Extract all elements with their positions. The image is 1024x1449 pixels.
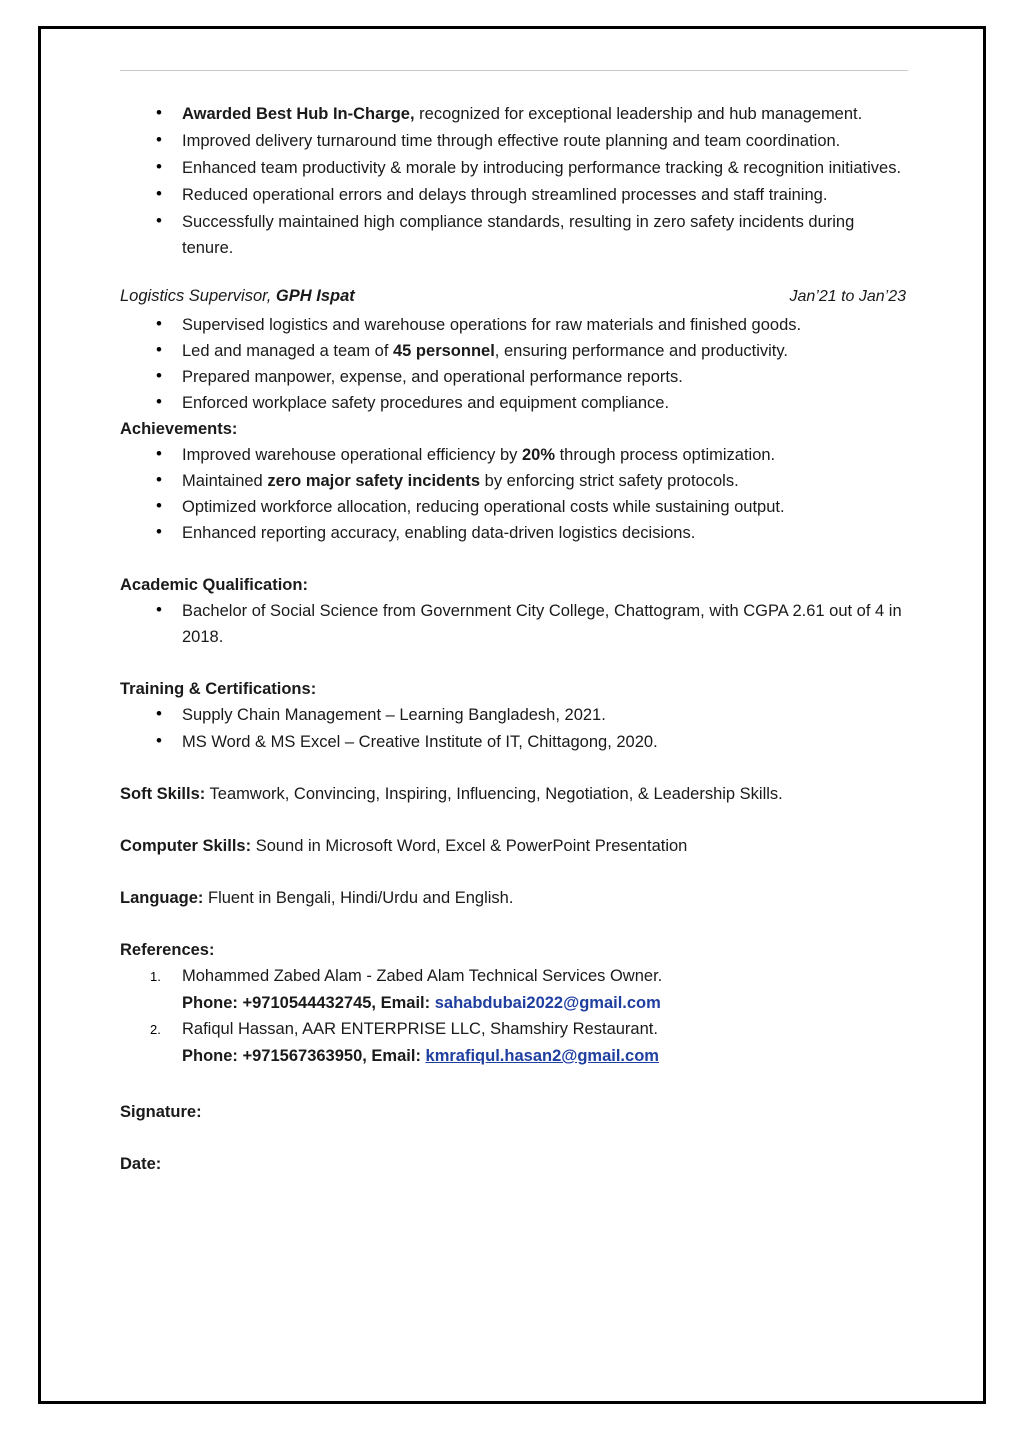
- achievements-list: [120, 442, 908, 546]
- highlight-text: recognized for exceptional leadership and hub management.: [414, 105, 863, 123]
- date-label: Date:: [120, 1155, 162, 1173]
- reference-name: Mohammed Zabed Alam - Zabed Alam Technical Services Owner.: [182, 967, 663, 985]
- achievement-bold: 20%: [521, 446, 556, 464]
- achievements-heading: Achievements:: [120, 420, 238, 438]
- document-content: [120, 70, 908, 1177]
- highlight-text: Improved delivery turnaround time through effective route planning and team coordination.: [182, 132, 841, 150]
- job-dates: Jan’21 to Jan’23: [789, 288, 906, 305]
- highlight-text: Successfully maintained high compliance standards, resulting in zero safety incidents during tenure.: [182, 213, 855, 257]
- achievement-bold: zero major safety incidents: [267, 472, 481, 490]
- duty-text: Prepared manpower, expense, and operational performance reports.: [182, 368, 683, 386]
- reference-contact: [120, 990, 908, 1016]
- achievement-text: Enhanced reporting accuracy, enabling data-driven logistics decisions.: [182, 524, 696, 542]
- highlight-bold: Awarded Best Hub In-Charge,: [182, 105, 415, 123]
- soft-skills-label: Soft Skills:: [120, 785, 206, 803]
- list-item: [120, 209, 908, 261]
- highlight-text: Reduced operational errors and delays through streamlined processes and staff training.: [182, 186, 828, 204]
- duty-text: Supervised logistics and warehouse operations for raw materials and finished goods.: [182, 316, 802, 334]
- achievement-text-post: by enforcing strict safety protocols.: [480, 472, 739, 490]
- soft-skills-row: [120, 781, 908, 807]
- header-divider: [120, 70, 908, 71]
- training-heading: Training & Certifications:: [120, 680, 317, 698]
- experience-entry-header: [120, 283, 908, 310]
- reference-email-link[interactable]: kmrafiqul.hasan2@gmail.com: [425, 1047, 659, 1065]
- references-list: [120, 963, 908, 1069]
- list-item: [120, 364, 908, 390]
- academic-list: [120, 598, 908, 650]
- soft-skills-value: Teamwork, Convincing, Inspiring, Influencing, Negotiation, & Leadership Skills.: [205, 785, 783, 803]
- duty-text: Led and managed a team of: [182, 342, 393, 360]
- job-position: Logistics Supervisor,: [120, 287, 272, 305]
- reference-contact: [120, 1043, 908, 1069]
- academic-heading: Academic Qualification:: [120, 576, 308, 594]
- list-item: [120, 442, 908, 468]
- training-list: [120, 702, 908, 755]
- achievement-text: Maintained: [182, 472, 268, 490]
- reference-email-link[interactable]: sahabdubai2022@gmail.com: [434, 994, 661, 1012]
- achievement-text-post: through process optimization.: [555, 446, 776, 464]
- computer-skills-row: [120, 833, 908, 859]
- list-item: [120, 963, 908, 989]
- list-item: [120, 182, 908, 208]
- list-item: [120, 468, 908, 494]
- list-item: • MS Word & MS Excel – Creative Institute of IT, Chittagong, 2020.: [120, 729, 908, 755]
- list-item: [120, 494, 908, 520]
- language-value: Fluent in Bengali, Hindi/Urdu and English.: [203, 889, 514, 907]
- duty-bold: 45 personnel: [393, 342, 495, 360]
- achievement-text: Improved warehouse operational efficiency by: [182, 446, 522, 464]
- highlights-list: [120, 101, 908, 261]
- duty-text-post: , ensuring performance and productivity.: [494, 342, 788, 360]
- computer-skills-label: Computer Skills:: [120, 837, 252, 855]
- duty-text: Enforced workplace safety procedures and equipment compliance.: [182, 394, 670, 412]
- list-item: [120, 1016, 908, 1042]
- signature-label: Signature:: [120, 1103, 202, 1121]
- reference-phone: Phone: +971567363950, Email:: [182, 1047, 421, 1065]
- list-item: [120, 101, 908, 127]
- job-title: [120, 283, 355, 309]
- list-item: [120, 312, 908, 338]
- list-item: • Supply Chain Management – Learning Bangladesh, 2021.: [120, 702, 908, 728]
- reference-name: Rafiqul Hassan, AAR ENTERPRISE LLC, Shamshiry Restaurant.: [182, 1020, 658, 1038]
- list-item: [120, 128, 908, 154]
- computer-skills-value: Sound in Microsoft Word, Excel & PowerPoint Presentation: [251, 837, 688, 855]
- achievement-text: Optimized workforce allocation, reducing operational costs while sustaining output.: [182, 498, 785, 516]
- job-duties-list: [120, 312, 908, 416]
- list-item: [120, 390, 908, 416]
- list-item: [120, 155, 908, 181]
- list-item: [120, 338, 908, 364]
- reference-phone: Phone: +9710544432745, Email:: [182, 994, 431, 1012]
- list-item: • Bachelor of Social Science from Government City College, Chattogram, with CGPA 2.61 out of 4 in 2018.: [120, 598, 908, 650]
- language-label: Language:: [120, 889, 204, 907]
- job-company: GPH Ispat: [275, 287, 355, 305]
- language-row: [120, 885, 908, 911]
- highlight-text: Enhanced team productivity & morale by introducing performance tracking & recognition initiatives.: [182, 159, 902, 177]
- references-heading: References:: [120, 941, 215, 959]
- list-item: [120, 520, 908, 546]
